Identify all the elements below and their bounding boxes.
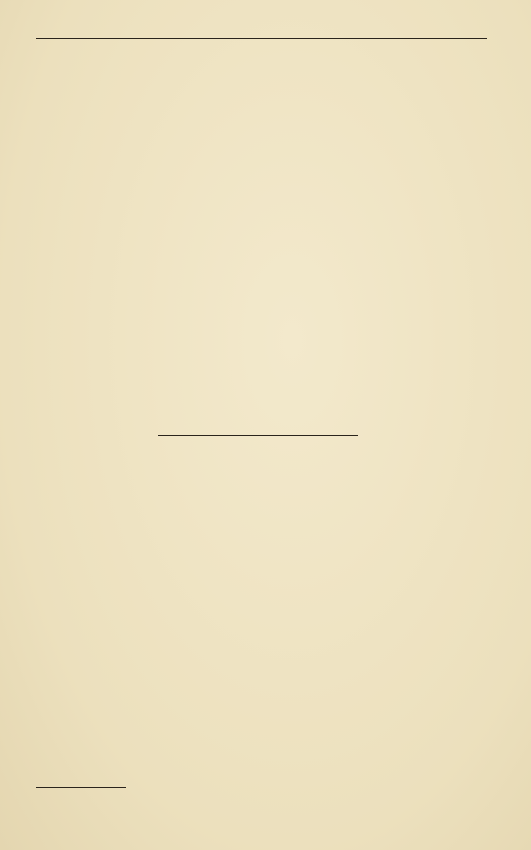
section-separator (158, 435, 358, 436)
footnote-rule (36, 787, 126, 788)
header-rule (36, 38, 487, 39)
